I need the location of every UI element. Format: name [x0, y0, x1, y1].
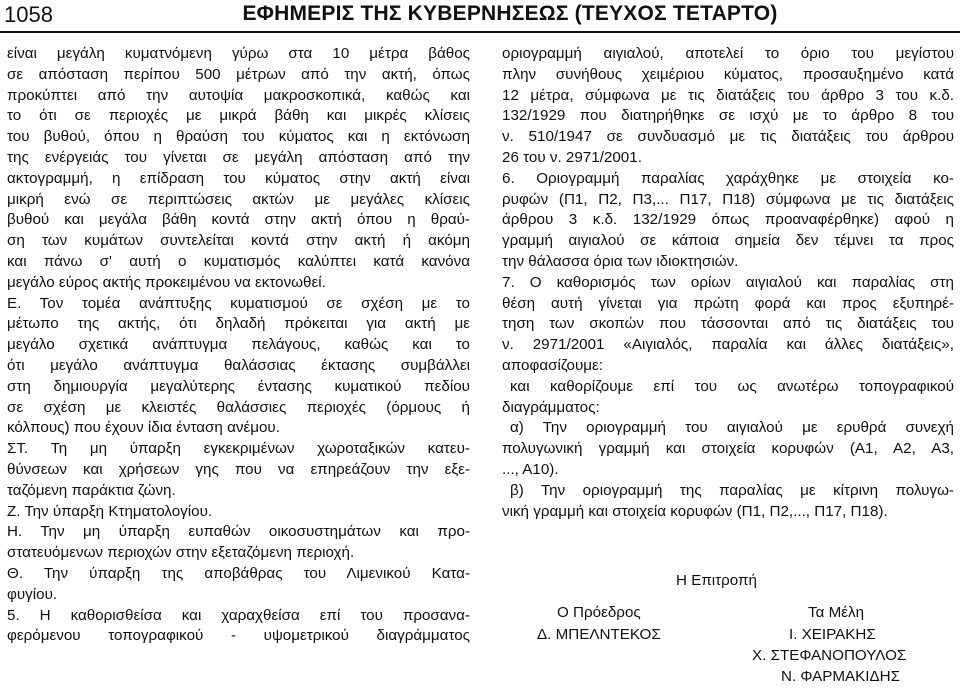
- member-name: Χ. ΣΤΕΦΑΝΟΠΟΥΛΟΣ: [752, 647, 907, 664]
- text-line: μεγάλο εύρος ακτής προκειμένου να εκτονωθεί.: [7, 273, 326, 291]
- text-line: πολυγωνική γραμμή και στοιχεία κορυφών (Α1, Α2, Α3,: [502, 440, 954, 458]
- text-line: μικρή ενώ σε περιπτώσεις ακτών με μεγάλες κλίσεις: [7, 190, 470, 208]
- chair-name: Δ. ΜΠΕΛΝΤΕΚΟΣ: [537, 626, 661, 643]
- text-line: 7. Ο καθορισμός των ορίων αιγιαλού και παραλίας στη: [502, 273, 954, 291]
- left-column: [7, 44, 470, 647]
- text-line: του βυθού, όπου η θραύση του κύματος και η εκτόνωση: [7, 128, 470, 146]
- text-line: στατευόμενων περιοχών στην εξεταζόμενη περιοχή.: [7, 544, 355, 562]
- page-number: 1058: [4, 2, 53, 27]
- chair-title: Ο Πρόεδρος: [557, 604, 641, 621]
- gazette-title: ΕΦΗΜΕΡΙΣ ΤΗΣ ΚΥΒΕΡΝΗΣΕΩΣ (ΤΕΥΧΟΣ ΤΕΤΑΡΤΟ): [242, 2, 778, 25]
- text-line: 5. Η καθορισθείσα και χαραχθείσα επί του προσανα-: [7, 606, 470, 624]
- text-line: 12 μέτρα, σύμφωνα με τις διατάξεις του άρθρο 3 του κ.δ.: [502, 86, 954, 104]
- text-line: και πάνω σ' αυτή ο κυματισμός καλύπτει κατά κανόνα: [7, 252, 470, 270]
- text-line: άρθρου 3 κ.δ. 132/1929 όπως προαναφέρθηκε) αφού η: [502, 211, 954, 229]
- text-line: βυθού και μεγάλα βάθη κοντά στην ακτή όπου η θραύ-: [7, 211, 470, 229]
- text-line: την θάλασσα όρια των ιδιοκτησιών.: [502, 252, 739, 270]
- text-line: Η. Την μη ύπαρξη ευπαθών οικοσυστημάτων και προ-: [7, 523, 470, 541]
- text-line: ν. 510/1947 σε συνδυασμό με τις διατάξεις του άρθρου: [502, 128, 954, 146]
- text-line: ση των κυμάτων συντελείται κοντά στην ακτή ή ακόμη: [7, 232, 470, 250]
- text-line: προκύπτει από την αυτοψία μακροσκοπικά, καθώς και: [7, 86, 470, 104]
- text-line: Ζ. Την ύπαρξη Κτηματολογίου.: [7, 502, 213, 520]
- text-line: ακτογραμμή, η επίδραση του κύματος στην ακτή είναι: [7, 169, 470, 187]
- text-line: μέτωπο της ακτής, ότι δηλαδή πρόκειται για ακτή με: [7, 315, 470, 333]
- text-line: οριογραμμή αιγιαλού, αποτελεί το όριο του μεγίστου: [502, 45, 954, 62]
- text-line: Θ. Την ύπαρξη της αποβάθρας του Λιμενικού Κατα-: [7, 564, 470, 582]
- members-title: Τα Μέλη: [808, 604, 865, 621]
- text-line: 26 του ν. 2971/2001.: [502, 148, 642, 166]
- text-line: 132/1929 που διατηρήθηκε σε ισχύ με το άρθρο 8 του: [502, 107, 954, 125]
- text-line: της ενέργειάς του γίνεται σε μεγάλη απόσταση από την: [7, 148, 470, 166]
- text-line: γραμμή αιγιαλού σε κάποια σημεία δεν τέμνει τα προς: [502, 232, 954, 250]
- text-line: ν. 2971/2001 «Αιγιαλός, παραλία και άλλες διατάξεις»,: [502, 336, 954, 354]
- page-header: [0, 0, 960, 32]
- text-line: κόλπους) που έχουν ίδια ένταση ανέμου.: [7, 419, 280, 437]
- text-line: β) Την οριογραμμή της παραλίας με κίτρινη πολυγω-: [510, 481, 954, 499]
- text-line: φυγίου.: [7, 585, 58, 603]
- text-line: στη δημιουργία μεγαλύτερης έντασης κυματικού πεδίου: [7, 377, 470, 395]
- text-line: ότι μεγάλο ανάπτυγμα θαλάσσιας έκτασης συμβάλλει: [7, 356, 470, 374]
- header-rule: [0, 31, 960, 33]
- text-line: ταζόμενη παράκτια ζώνη.: [7, 481, 176, 499]
- text-line: σε σχέση με κλειστές θαλάσσιες περιοχές (όρμους ή: [7, 398, 470, 416]
- text-line: α) Την οριογραμμή του αιγιαλού με ερυθρά συνεχή: [510, 419, 954, 437]
- text-line: είναι μεγάλη κυματνόμενη γύρω στα 10 μέτρα βάθος: [7, 45, 470, 62]
- text-line: μεγάλο σχετικά ανάπτυγμα πελάγους, καθώς και το: [7, 336, 470, 354]
- text-line: το ότι σε περιοχές με μικρά βάθη και μικρές κλίσεις: [7, 107, 470, 125]
- text-line: διαγράμματος:: [502, 398, 600, 416]
- text-line: σε απόσταση περίπου 500 μέτρων από την ακτή, όπως: [7, 65, 470, 83]
- committee-heading: Η Επιτροπή: [676, 572, 757, 589]
- text-line: 6. Οριογραμμή παραλίας χαράχθηκε με στοιχεία κο-: [502, 169, 954, 187]
- text-line: ρυφών (Π1, Π2, Π3,... Π17, Π18) σύμφωνα με τις διατάξεις: [502, 190, 954, 208]
- member-name: Ν. ΦΑΡΜΑΚΙΔΗΣ: [781, 668, 900, 685]
- text-line: θύνσεων και χρήσεων γης που να επηρεάζουν την εξε-: [7, 460, 470, 478]
- text-line: φερόμενου τοπογραφικού - υψομετρικού διαγράμματος: [7, 627, 470, 645]
- text-line: ..., Α10).: [502, 460, 559, 478]
- text-line: ΣΤ. Τη μη ύπαρξη εγκεκριμένων χωροταξικών κατευ-: [7, 440, 470, 458]
- text-line: και καθορίζουμε επί του ως ανωτέρω τοπογραφικού: [510, 377, 954, 395]
- text-line: αποφασίζουμε:: [502, 356, 604, 374]
- text-line: τηση των σκοπών που τάσσονται από τις διατάξεις του: [502, 315, 954, 333]
- text-line: πλην συνήθους χειμέριου κύματος, προσαυξημένο κατά: [502, 65, 954, 83]
- text-line: θέση αυτή γίνεται για πρώτη φορά και προς εξυπηρέ-: [502, 294, 954, 312]
- member-name: Ι. ΧΕΙΡΑΚΗΣ: [789, 626, 876, 643]
- text-line: νική γραμμή και στοιχεία κορυφών (Π1, Π2,..., Π17, Π18).: [502, 502, 888, 520]
- text-line: Ε. Τον τομέα ανάπτυξης κυματισμού σε σχέση με το: [7, 294, 470, 312]
- right-column: [502, 44, 954, 522]
